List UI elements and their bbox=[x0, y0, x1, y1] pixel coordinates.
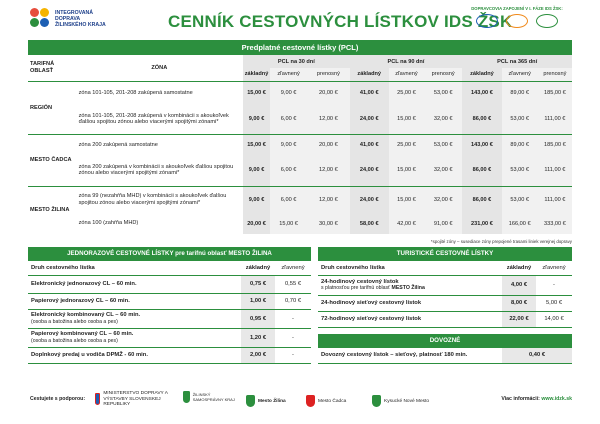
price-cell: 42,00 € bbox=[389, 213, 424, 234]
logo-line-2: DOPRAVA bbox=[55, 16, 81, 22]
ticket-basic-price: 1,00 € bbox=[241, 293, 275, 309]
ticket-reduced-price: - bbox=[275, 328, 311, 347]
pcl-table bbox=[28, 55, 572, 234]
price-cell: 86,00 € bbox=[462, 186, 501, 213]
pcl-row bbox=[28, 186, 572, 213]
dovozne-title: DOVOZNÉ bbox=[318, 334, 572, 348]
ticket-name: Papierový jednorazový CL – 60 min. bbox=[31, 297, 130, 304]
price-cell: 20,00 € bbox=[307, 81, 349, 105]
price-cell: 89,00 € bbox=[502, 134, 538, 155]
price-cell: 15,00 € bbox=[389, 105, 424, 134]
ticket-note: (osoba a batožina alebo osoba a pes) bbox=[31, 337, 118, 344]
footer-info-url[interactable]: www.idzk.sk bbox=[541, 396, 572, 402]
pcl-section bbox=[28, 40, 572, 234]
zona-description: zóna 101-105, 201-208 zakúpená v kombinácii s akoukoľvek ďalšou spojitou zónou alebo viacerými spojitými zónami* bbox=[78, 112, 229, 126]
ticket-name: 24-hodinový sieťový cestovný lístok bbox=[321, 299, 422, 306]
carrier-logo-sad-icon bbox=[476, 14, 498, 28]
ticket-name: Doplnkový predaj u vodiča DPMŽ - 60 min. bbox=[31, 351, 148, 358]
ticket-basic-price: 0,95 € bbox=[241, 309, 275, 328]
oblast-label: MESTO ČADCA bbox=[28, 134, 76, 186]
period-header-90: PCL na 90 dní bbox=[350, 55, 463, 68]
footer-support-label: Cestujete s podporou: bbox=[30, 396, 86, 402]
price-cell: 12,00 € bbox=[307, 105, 349, 134]
sponsor-zsk: ŽILINSKÝ SAMOSPRÁVNY KRAJ bbox=[183, 391, 238, 403]
ticket-reduced-price: - bbox=[275, 309, 311, 328]
price-cell: 231,00 € bbox=[462, 213, 501, 234]
price-cell: 9,00 € bbox=[270, 81, 307, 105]
pcl-row bbox=[28, 81, 572, 105]
single-tickets-title: JEDNORAZOVÉ CESTOVNÉ LÍSTKY pre tarifnú oblasť MESTO ŽILINA bbox=[28, 247, 311, 261]
price-type-header: prenosný bbox=[307, 68, 349, 81]
price-cell: 86,00 € bbox=[462, 105, 501, 134]
ticket-note-area: MESTO Žilina bbox=[391, 285, 425, 292]
price-cell: 111,00 € bbox=[538, 155, 572, 186]
header bbox=[0, 0, 600, 40]
price-cell: 15,00 € bbox=[243, 81, 270, 105]
single-ticket-row bbox=[28, 275, 311, 293]
ticket-note: (osoba a batožina alebo osoba a pes) bbox=[31, 318, 118, 325]
tourist-tickets-section bbox=[318, 247, 572, 364]
price-cell: 9,00 € bbox=[243, 186, 270, 213]
ticket-name: 72-hodinový sieťový cestovný lístok bbox=[321, 315, 422, 322]
price-cell: 41,00 € bbox=[350, 134, 389, 155]
ticket-reduced-price: 14,00 € bbox=[536, 311, 572, 327]
single-tickets-table bbox=[28, 261, 311, 364]
price-cell: 20,00 € bbox=[243, 213, 270, 234]
col-oblast-header: TARIFNÁ OBLASŤ bbox=[28, 55, 76, 81]
price-cell: 53,00 € bbox=[502, 155, 538, 186]
ticket-reduced-price: - bbox=[536, 275, 572, 295]
oblast-label: REGIÓN bbox=[30, 104, 53, 111]
price-cell: 143,00 € bbox=[462, 134, 501, 155]
price-cell: 185,00 € bbox=[538, 81, 572, 105]
price-cell: 185,00 € bbox=[538, 134, 572, 155]
price-cell: 91,00 € bbox=[424, 213, 462, 234]
single-ticket-row bbox=[28, 293, 311, 309]
sponsor-ministry: MINISTERSTVO DOPRAVY A VÝSTAVBY SLOVENSKEJ REPUBLIKY bbox=[95, 391, 175, 408]
carriers-box bbox=[462, 6, 572, 28]
ticket-reduced-price: 5,00 € bbox=[536, 295, 572, 311]
price-cell: 20,00 € bbox=[307, 134, 349, 155]
price-cell: 89,00 € bbox=[502, 81, 538, 105]
price-cell: 24,00 € bbox=[350, 186, 389, 213]
price-cell: 32,00 € bbox=[424, 155, 462, 186]
single-col-name: Druh cestovného lístka bbox=[28, 261, 241, 275]
tourist-col-reduced: zľavnený bbox=[536, 261, 572, 275]
price-cell: 53,00 € bbox=[502, 186, 538, 213]
price-type-header: zľavnený bbox=[389, 68, 424, 81]
footer-info bbox=[501, 396, 572, 402]
price-cell: 86,00 € bbox=[462, 155, 501, 186]
price-cell: 12,00 € bbox=[307, 186, 349, 213]
ticket-reduced-price: - bbox=[275, 347, 311, 363]
ticket-basic-price: 2,00 € bbox=[241, 347, 275, 363]
price-cell: 32,00 € bbox=[424, 105, 462, 134]
zona-description: zóna 99 (nezahŕňa MHD) v kombinácii s akoukoľvek ďalšou spojitou zónou alebo viacerými spojitými zónami* bbox=[76, 186, 244, 213]
sponsor-zilina: Mesto Žilina bbox=[246, 395, 286, 407]
price-cell: 6,00 € bbox=[270, 186, 307, 213]
ticket-basic-price: 0,75 € bbox=[241, 275, 275, 293]
tourist-tickets-title: TURISTICKÉ CESTOVNÉ LÍSTKY bbox=[318, 247, 572, 261]
price-cell: 6,00 € bbox=[270, 155, 307, 186]
single-ticket-row bbox=[28, 309, 311, 328]
price-cell: 53,00 € bbox=[424, 134, 462, 155]
logo-line-3: ŽILINSKÉHO KRAJA bbox=[55, 22, 106, 28]
ticket-basic-price: 8,00 € bbox=[502, 295, 536, 311]
page-title: CENNÍK CESTOVNÝCH LÍSTKOV IDS ŽSK bbox=[168, 12, 513, 31]
price-cell: 24,00 € bbox=[350, 155, 389, 186]
price-type-header: základný bbox=[350, 68, 389, 81]
price-cell: 30,00 € bbox=[307, 213, 349, 234]
logo-line-1: INTEGROVANÁ bbox=[55, 10, 93, 16]
price-cell: 53,00 € bbox=[502, 105, 538, 134]
price-cell: 53,00 € bbox=[424, 81, 462, 105]
footer-info-label: Viac informácií: bbox=[501, 396, 540, 402]
carriers-label: DOPRAVCOVIA ZAPOJENÍ V I. FÁZE IDS ŽSK: bbox=[471, 6, 563, 11]
price-cell: 111,00 € bbox=[538, 186, 572, 213]
price-cell: 25,00 € bbox=[389, 134, 424, 155]
single-col-reduced: zľavnený bbox=[275, 261, 311, 275]
price-cell: 32,00 € bbox=[424, 186, 462, 213]
zsk-crest-icon bbox=[183, 391, 190, 403]
tourist-ticket-row bbox=[318, 311, 572, 327]
price-cell: 12,00 € bbox=[307, 155, 349, 186]
single-ticket-row bbox=[28, 328, 311, 347]
ticket-basic-price: 22,00 € bbox=[502, 311, 536, 327]
price-cell: 333,00 € bbox=[538, 213, 572, 234]
zona-description: zóna 101-105, 201-208 zakúpená samostatne bbox=[78, 90, 193, 96]
price-cell: 111,00 € bbox=[538, 105, 572, 134]
pcl-row bbox=[28, 213, 572, 234]
price-cell: 41,00 € bbox=[350, 81, 389, 105]
ids-logo-icon bbox=[30, 8, 52, 30]
price-type-header: zľavnený bbox=[502, 68, 538, 81]
single-ticket-row bbox=[28, 347, 311, 363]
carrier-logo-third-icon bbox=[536, 14, 558, 28]
price-cell: 9,00 € bbox=[270, 134, 307, 155]
slovak-crest-icon bbox=[95, 393, 100, 405]
period-header-365: PCL na 365 dní bbox=[462, 55, 572, 68]
period-header-30: PCL na 30 dní bbox=[243, 55, 349, 68]
ticket-name: Papierový kombinovaný CL – 60 min. bbox=[31, 331, 134, 338]
dovozne-table bbox=[318, 348, 572, 365]
price-cell: 15,00 € bbox=[389, 186, 424, 213]
zona-description: zóna 200 zakúpená samostatne bbox=[76, 134, 244, 155]
ticket-basic-price: 1,20 € bbox=[241, 328, 275, 347]
tourist-col-basic: základný bbox=[502, 261, 536, 275]
ticket-reduced-price: 0,70 € bbox=[275, 293, 311, 309]
oblast-label: MESTO ŽILINA bbox=[28, 186, 76, 234]
price-cell: 24,00 € bbox=[350, 105, 389, 134]
zilina-crest-icon bbox=[246, 395, 255, 407]
single-col-basic: základný bbox=[241, 261, 275, 275]
ticket-name: Elektronický jednorazový CL – 60 min. bbox=[31, 280, 137, 287]
price-cell: 6,00 € bbox=[270, 105, 307, 134]
pcl-row bbox=[28, 134, 572, 155]
price-cell: 25,00 € bbox=[389, 81, 424, 105]
tourist-ticket-row bbox=[318, 295, 572, 311]
price-cell: 15,00 € bbox=[243, 134, 270, 155]
knm-crest-icon bbox=[372, 395, 381, 407]
dovozne-price: 0,40 € bbox=[502, 348, 572, 364]
tourist-ticket-row bbox=[318, 275, 572, 295]
price-type-header: prenosný bbox=[424, 68, 462, 81]
ticket-name: Elektronický kombinovaný CL – 60 min. bbox=[31, 312, 141, 319]
price-type-header: zľavnený bbox=[270, 68, 307, 81]
col-zona-header: ZÓNA bbox=[76, 55, 244, 81]
tourist-col-name: Druh cestovného lístka bbox=[318, 261, 502, 275]
pcl-row bbox=[28, 105, 572, 134]
sponsor-knm: Kysucké Nové Mesto bbox=[372, 395, 429, 407]
price-cell: 143,00 € bbox=[462, 81, 501, 105]
price-cell: 9,00 € bbox=[243, 155, 270, 186]
price-cell: 15,00 € bbox=[270, 213, 307, 234]
carrier-logo-dpmz-icon bbox=[506, 14, 528, 28]
pcl-row bbox=[28, 155, 572, 186]
price-type-header: základný bbox=[243, 68, 270, 81]
ticket-reduced-price: 0,55 € bbox=[275, 275, 311, 293]
single-tickets-section bbox=[28, 247, 311, 364]
ticket-name: 24-hodinový cestovný lístok bbox=[321, 278, 399, 285]
sponsor-cadca: Mesto Čadca bbox=[306, 395, 346, 407]
dovozne-name: Dovozný cestovný lístok – sieťový, platnosť 180 min. bbox=[318, 348, 502, 364]
tourist-tickets-table bbox=[318, 261, 572, 328]
zona-description: zóna 100 (zahŕňa MHD) bbox=[78, 220, 139, 227]
price-cell: 15,00 € bbox=[389, 155, 424, 186]
price-type-header: prenosný bbox=[538, 68, 572, 81]
price-cell: 9,00 € bbox=[243, 105, 270, 134]
ticket-basic-price: 4,00 € bbox=[502, 275, 536, 295]
price-cell: 166,00 € bbox=[502, 213, 538, 234]
cadca-crest-icon bbox=[306, 395, 315, 407]
ticket-note: s platnosťou pre tarifnú oblasť bbox=[321, 285, 392, 292]
ids-logo bbox=[30, 8, 106, 30]
pcl-section-title: Predplatné cestovné lístky (PCL) bbox=[28, 40, 572, 55]
price-cell: 58,00 € bbox=[350, 213, 389, 234]
pcl-footnote: *spojité zóny – susediace zóny prepojené trasami liniek verejnej dopravy bbox=[430, 239, 572, 244]
zona-description: zóna 200 zakúpená v kombinácii s akoukoľvek ďalšou spojitou zónou alebo viacerými spojitými zónami* bbox=[78, 163, 234, 177]
footer bbox=[0, 388, 600, 416]
price-type-header: základný bbox=[462, 68, 501, 81]
